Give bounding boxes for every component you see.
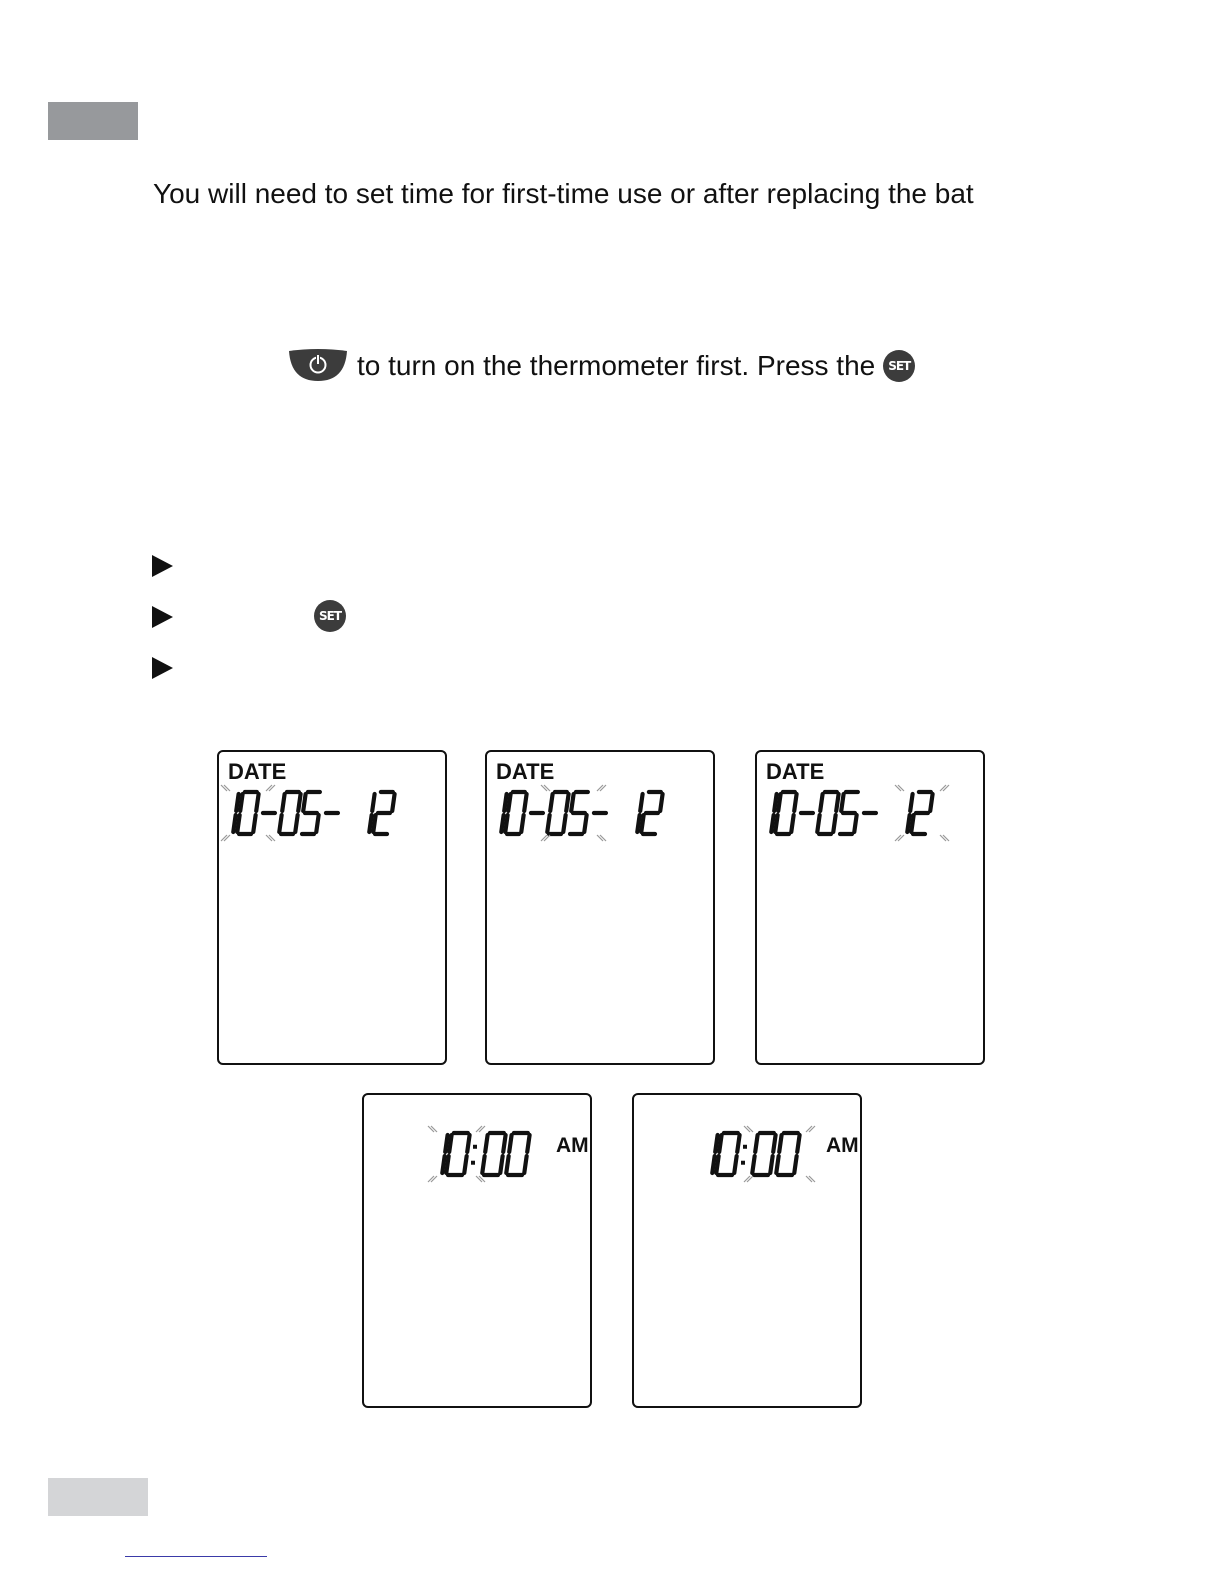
power-instruction bbox=[287, 346, 915, 386]
play-arrow-icon bbox=[152, 657, 173, 679]
lcd-time-minute bbox=[632, 1093, 862, 1408]
lcd-time-digits bbox=[442, 1133, 529, 1175]
lcd-date-digits bbox=[501, 792, 662, 834]
play-arrow-icon bbox=[152, 606, 173, 628]
lcd-am-label: AM bbox=[556, 1134, 589, 1157]
page-footer-bar bbox=[48, 1478, 148, 1516]
lcd-date-digits bbox=[233, 792, 394, 834]
section-header-bar bbox=[48, 102, 138, 140]
lcd-date-month bbox=[217, 750, 447, 1065]
lcd-date-year bbox=[755, 750, 985, 1065]
lcd-time-hour bbox=[362, 1093, 592, 1408]
instruction-text: to turn on the thermometer first. Press the bbox=[357, 350, 876, 381]
lcd-date-digits bbox=[771, 792, 932, 834]
lcd-time-digits bbox=[712, 1133, 799, 1175]
footer-rule bbox=[125, 1556, 267, 1557]
set-button-icon: SET bbox=[883, 350, 915, 382]
lcd-date-day bbox=[485, 750, 715, 1065]
lcd-label: DATE bbox=[496, 759, 555, 784]
lcd-label: DATE bbox=[766, 759, 825, 784]
play-arrow-icon bbox=[152, 555, 173, 577]
set-button-icon: SET bbox=[314, 600, 346, 632]
power-button-icon bbox=[287, 349, 349, 383]
lcd-label: DATE bbox=[228, 759, 287, 784]
lcd-am-label: AM bbox=[826, 1134, 859, 1157]
intro-text: You will need to set time for first-time use or after replacing the bat bbox=[153, 178, 974, 209]
